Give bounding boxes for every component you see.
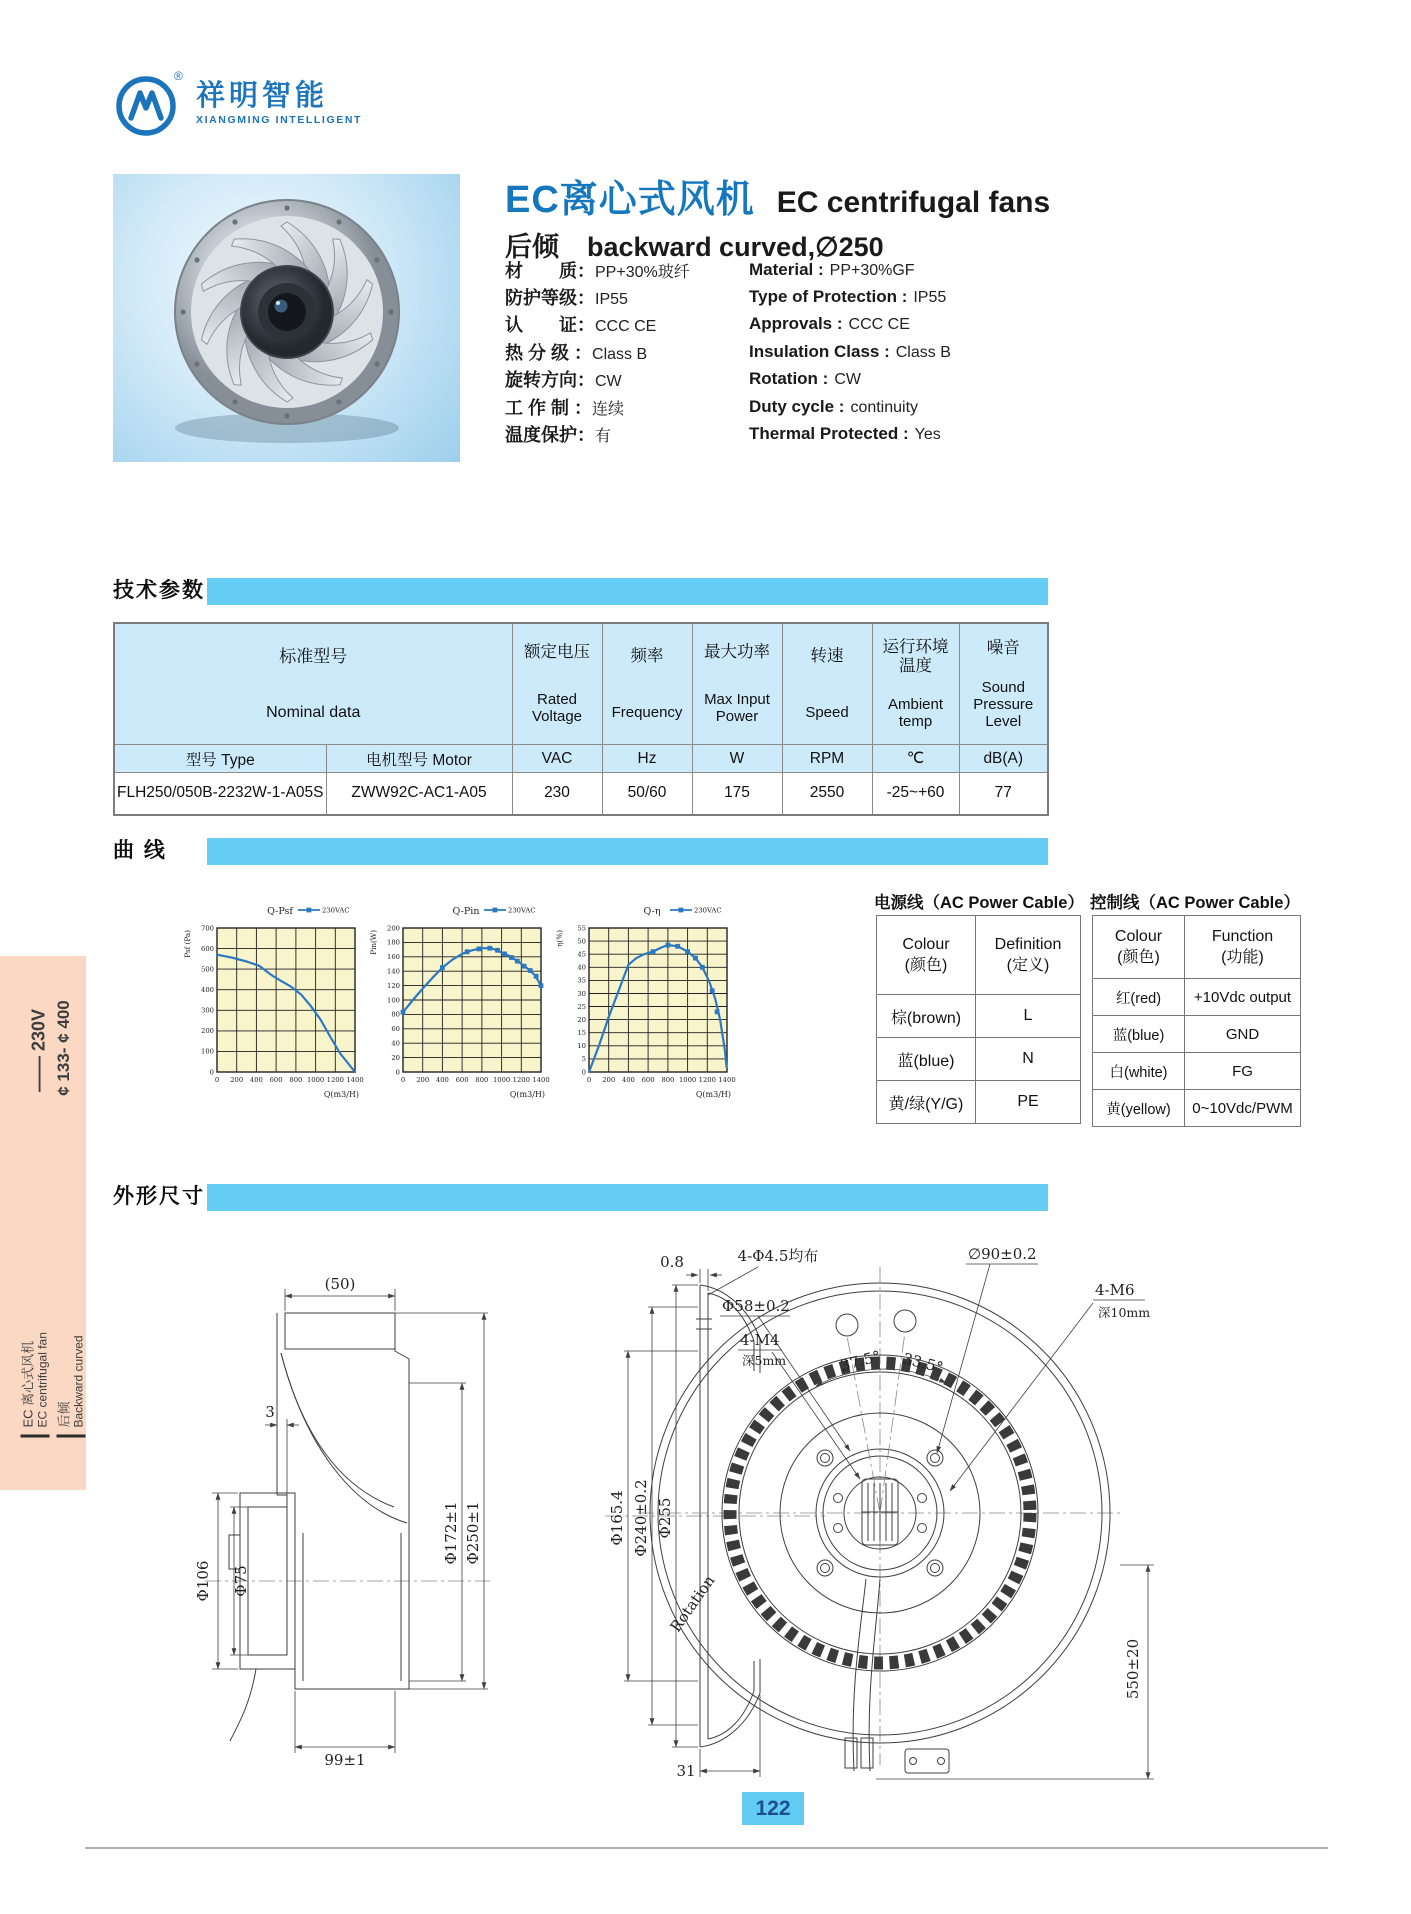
spec-value-zh: CCC CE	[595, 318, 657, 336]
spec-label-zh: 温度保护：	[505, 425, 595, 446]
wire-function: 0~10Vdc/PWM	[1185, 1090, 1301, 1127]
spec-list	[505, 256, 1045, 448]
spec-value-en: continuity	[850, 398, 919, 416]
product-title-en: EC centrifugal fans	[776, 186, 1051, 219]
table-row	[877, 1081, 1081, 1124]
inlet-view-drawing	[605, 1247, 825, 1780]
wire-colour: 黄(yellow)	[1093, 1090, 1185, 1127]
col-header-power: 最大功率 Max Input Power	[692, 623, 782, 745]
spec-value-zh: Class B	[592, 345, 648, 363]
svg-text:400: 400	[249, 1076, 263, 1084]
svg-text:1000: 1000	[678, 1076, 697, 1084]
svg-text:20: 20	[577, 1015, 586, 1024]
spec-row-thermal	[505, 420, 1045, 447]
spec-label-en: Insulation Class :	[749, 341, 890, 361]
svg-text:600: 600	[201, 944, 214, 953]
svg-text:0: 0	[581, 1068, 586, 1077]
svg-text:35: 35	[577, 976, 586, 985]
col-header-type: 型号 Type	[114, 745, 326, 773]
unit-hz: Hz	[602, 745, 692, 773]
dim-label-d250: Φ250±1	[464, 1501, 482, 1565]
spec-label-zh: 材 质：	[505, 260, 595, 281]
svg-text:Q-η: Q-η	[643, 906, 661, 917]
col-header-nominal: 标准型号 Nominal data	[114, 623, 512, 745]
cell-hz: 50/60	[602, 773, 692, 815]
wire-function: GND	[1185, 1016, 1301, 1053]
svg-text:1000: 1000	[492, 1076, 511, 1084]
wire-colour: 白(white)	[1093, 1053, 1185, 1090]
logo-mark-icon	[112, 64, 186, 142]
dim-label-31: 31	[676, 1762, 696, 1780]
svg-text:5: 5	[581, 1055, 586, 1064]
svg-text:230VAC: 230VAC	[322, 906, 350, 915]
spec-value-zh: PP+30%玻纤	[595, 263, 690, 281]
sidebar-subcategory-label: 后倾 Backward curved	[57, 1258, 86, 1438]
svg-text:1400: 1400	[532, 1076, 550, 1084]
svg-text:600: 600	[641, 1076, 655, 1084]
dimension-drawings	[110, 1233, 1405, 1793]
dim-label-d172: Φ172±1	[442, 1501, 460, 1565]
spec-row-approvals	[505, 311, 1045, 338]
svg-text:50: 50	[577, 937, 586, 946]
spec-row-protection	[505, 283, 1045, 310]
dim-label-50: (50)	[324, 1275, 356, 1293]
table-row	[877, 1038, 1081, 1081]
rotation-label: Rotation	[666, 1571, 719, 1636]
ctrl-col-function: Function (功能)	[1185, 916, 1301, 979]
spec-value-en: CCC CE	[848, 316, 910, 334]
sidebar-voltage-label: —— 230V	[28, 1008, 49, 1093]
dim-label-m6-depth: 深10mm	[1098, 1305, 1151, 1320]
dim-label-d75: Φ75	[232, 1565, 250, 1597]
chart-q-psf	[180, 901, 364, 1109]
svg-text:400: 400	[201, 986, 214, 994]
svg-text:230VAC: 230VAC	[508, 906, 536, 915]
spec-label-zh: 认 证：	[505, 315, 595, 336]
table-row	[1093, 1053, 1301, 1090]
svg-text:40: 40	[577, 963, 586, 972]
spec-value-zh: CW	[595, 373, 622, 391]
wire-definition: PE	[976, 1081, 1081, 1124]
svg-text:1200: 1200	[512, 1076, 530, 1084]
cell-motor: ZWW92C-AC1-A05	[326, 773, 512, 815]
svg-text:200: 200	[602, 1076, 616, 1084]
spec-label-zh: 旋转方向：	[505, 370, 595, 391]
spec-value-en: CW	[834, 371, 861, 389]
svg-text:Psf (Pa): Psf (Pa)	[183, 930, 192, 958]
dim-label-d90: ∅90±0.2	[968, 1245, 1037, 1263]
fan-image	[127, 180, 447, 456]
chart-q-pin	[366, 901, 550, 1109]
svg-text:600: 600	[455, 1076, 469, 1084]
svg-text:0: 0	[395, 1068, 400, 1077]
spec-label-zh: 防护等级：	[505, 288, 595, 309]
svg-text:400: 400	[621, 1076, 635, 1084]
spec-row-duty	[505, 393, 1045, 420]
svg-text:200: 200	[387, 924, 400, 933]
svg-text:200: 200	[201, 1027, 214, 1036]
svg-text:15: 15	[577, 1029, 586, 1037]
sidebar-category-label: EC 离心式风机 EC centrifugal fan	[21, 1258, 50, 1438]
spec-value-en: PP+30%GF	[829, 261, 915, 279]
unit-vac: VAC	[512, 745, 602, 773]
svg-text:10: 10	[577, 1042, 586, 1051]
spec-value-en: Class B	[895, 343, 951, 361]
spec-value-en: IP55	[913, 289, 947, 307]
dim-label-08: 0.8	[660, 1253, 684, 1271]
wire-colour: 红(red)	[1093, 979, 1185, 1016]
page-number: 122	[742, 1792, 804, 1825]
unit-w: W	[692, 745, 782, 773]
tech-params-table	[113, 622, 1049, 816]
chart-q-eta	[552, 901, 736, 1109]
svg-text:160: 160	[387, 953, 400, 962]
spec-row-rotation	[505, 366, 1045, 393]
svg-text:140: 140	[387, 967, 400, 976]
svg-text:Q-Pin: Q-Pin	[452, 906, 480, 917]
unit-rpm: RPM	[782, 745, 872, 773]
cell-rpm: 2550	[782, 773, 872, 815]
cell-vac: 230	[512, 773, 602, 815]
svg-text:700: 700	[201, 924, 214, 933]
dim-label-d106: Φ106	[194, 1560, 212, 1602]
spec-label-en: Approvals :	[749, 314, 843, 334]
spec-value-en: Yes	[914, 426, 941, 444]
spec-value-zh: 连续	[592, 400, 625, 418]
dim-label-m4: 4-M4	[740, 1331, 780, 1349]
svg-text:180: 180	[387, 938, 400, 947]
table-row	[1093, 979, 1301, 1016]
col-header-motor: 电机型号 Motor	[326, 745, 512, 773]
spec-row-material	[505, 256, 1045, 283]
control-cable-table	[1092, 915, 1301, 1127]
unit-dba: dB(A)	[959, 745, 1048, 773]
brand-name-zh: 祥明智能	[196, 79, 329, 112]
section-bar	[207, 1184, 1048, 1211]
cell-db: 77	[959, 773, 1048, 815]
svg-text:1400: 1400	[346, 1076, 364, 1084]
spec-label-en: Thermal Protected :	[749, 424, 909, 444]
spec-label-en: Material :	[749, 259, 824, 279]
front-view-drawing	[638, 1245, 1154, 1779]
svg-text:0: 0	[214, 1076, 220, 1084]
wire-function: FG	[1185, 1053, 1301, 1090]
svg-text:80: 80	[391, 1010, 400, 1019]
dim-label-angle2: 33.5°	[901, 1349, 946, 1377]
footer-rule	[85, 1847, 1328, 1849]
dim-label-d58: Φ58±0.2	[722, 1297, 790, 1315]
svg-text:800: 800	[661, 1076, 675, 1084]
brand-logo	[112, 64, 362, 142]
svg-text:Q(m3/H): Q(m3/H)	[509, 1090, 545, 1099]
product-subtitle-en: backward curved,∅250	[587, 232, 884, 262]
svg-text:400: 400	[435, 1076, 449, 1084]
table-row	[1093, 1090, 1301, 1127]
svg-text:120: 120	[387, 981, 400, 990]
power-cable-title: 电源线（AC Power Cable）	[874, 894, 1084, 912]
spec-row-insulation	[505, 338, 1045, 365]
dim-label-99: 99±1	[324, 1751, 366, 1769]
dim-label-d255: Φ255	[656, 1497, 674, 1539]
dim-label-cable: 550±20	[1124, 1638, 1142, 1700]
col-header-noise: 噪音 Sound Pressure Level	[959, 623, 1048, 745]
spec-value-zh: 有	[595, 428, 612, 446]
dim-label-m4-depth: 深5mm	[742, 1353, 787, 1368]
svg-text:1200: 1200	[698, 1076, 716, 1084]
product-title-block	[505, 168, 1105, 264]
svg-text:100: 100	[387, 996, 400, 1005]
svg-text:Q(m3/H): Q(m3/H)	[323, 1090, 359, 1099]
wire-colour: 蓝(blue)	[877, 1038, 976, 1081]
spec-label-en: Type of Protection :	[749, 287, 908, 307]
svg-text:1000: 1000	[306, 1076, 325, 1084]
svg-text:200: 200	[230, 1076, 244, 1084]
unit-celsius: ℃	[872, 745, 959, 773]
wire-colour: 蓝(blue)	[1093, 1016, 1185, 1053]
section-title-curves: 曲 线	[113, 839, 167, 862]
svg-text:40: 40	[391, 1039, 400, 1048]
svg-text:230VAC: 230VAC	[694, 906, 722, 915]
svg-text:55: 55	[577, 924, 586, 933]
svg-text:45: 45	[577, 950, 586, 959]
section-title-tech-params: 技术参数	[113, 579, 205, 602]
power-col-colour: Colour (颜色)	[877, 916, 976, 995]
cell-type: FLH250/050B-2232W-1-A05S	[114, 773, 326, 815]
spec-value-zh: IP55	[595, 291, 628, 309]
cell-temp: -25~+60	[872, 773, 959, 815]
svg-text:100: 100	[201, 1047, 214, 1056]
section-bar	[207, 838, 1048, 865]
table-row	[114, 773, 1048, 815]
wire-definition: L	[976, 995, 1081, 1038]
table-row	[877, 995, 1081, 1038]
col-header-frequency: 频率 Frequency	[602, 623, 692, 745]
svg-text:Q(m3/H): Q(m3/H)	[695, 1090, 731, 1099]
svg-text:1200: 1200	[326, 1076, 344, 1084]
product-subtitle-zh: 后倾	[505, 232, 559, 262]
svg-text:600: 600	[269, 1076, 283, 1084]
wire-colour: 黄/绿(Y/G)	[877, 1081, 976, 1124]
dim-label-d165: Φ165.4	[608, 1490, 626, 1546]
svg-text:20: 20	[391, 1053, 400, 1062]
spec-label-en: Duty cycle :	[749, 396, 845, 416]
spec-label-en: Rotation :	[749, 369, 829, 389]
svg-text:0: 0	[586, 1076, 592, 1084]
side-view-drawing	[194, 1275, 490, 1769]
dim-label-3: 3	[265, 1403, 275, 1421]
cell-w: 175	[692, 773, 782, 815]
svg-text:0: 0	[209, 1068, 214, 1077]
svg-text:800: 800	[289, 1076, 303, 1084]
product-photo	[113, 174, 460, 462]
table-row	[1093, 1016, 1301, 1053]
control-cable-title: 控制线（AC Power Cable）	[1090, 894, 1300, 912]
col-header-speed: 转速 Speed	[782, 623, 872, 745]
dim-label-d240: Φ240±0.2	[632, 1479, 650, 1557]
svg-text:Q-Psf: Q-Psf	[267, 906, 293, 917]
svg-text:60: 60	[391, 1025, 400, 1034]
svg-text:30: 30	[577, 989, 586, 998]
power-cable-table	[876, 915, 1081, 1124]
dim-label-m6: 4-M6	[1095, 1281, 1135, 1299]
section-bar	[207, 578, 1048, 605]
spec-label-zh: 热 分 级 ：	[505, 342, 593, 363]
svg-text:0: 0	[400, 1076, 406, 1084]
col-header-ambient: 运行环境 温度 Ambient temp	[872, 623, 959, 745]
dim-label-angle1: 37.5°	[838, 1346, 883, 1375]
sidebar-size-range-label: ¢ 133- ¢ 400	[54, 1000, 73, 1096]
wire-definition: N	[976, 1038, 1081, 1081]
power-col-definition: Definition (定义)	[976, 916, 1081, 995]
reg-mark: ®	[174, 69, 183, 83]
svg-text:η(%): η(%)	[555, 930, 564, 947]
svg-text:200: 200	[416, 1076, 430, 1084]
wire-function: +10Vdc output	[1185, 979, 1301, 1016]
ctrl-col-colour: Colour (颜色)	[1093, 916, 1185, 979]
dim-label-holes: 4-Φ4.5均布	[737, 1247, 819, 1265]
svg-text:500: 500	[201, 965, 214, 974]
section-title-dimensions: 外形尺寸	[113, 1185, 205, 1208]
product-title-zh: EC离心式风机	[505, 179, 755, 221]
svg-text:1400: 1400	[718, 1076, 736, 1084]
svg-text:Pin(W): Pin(W)	[369, 930, 378, 955]
col-header-voltage: 额定电压 Rated Voltage	[512, 623, 602, 745]
spec-label-zh: 工 作 制 ：	[505, 397, 593, 418]
svg-text:800: 800	[475, 1076, 489, 1084]
wire-colour: 棕(brown)	[877, 995, 976, 1038]
svg-text:300: 300	[201, 1006, 214, 1015]
svg-text:25: 25	[577, 1002, 586, 1011]
brand-name-en: XIANGMING INTELLIGENT	[196, 113, 363, 126]
